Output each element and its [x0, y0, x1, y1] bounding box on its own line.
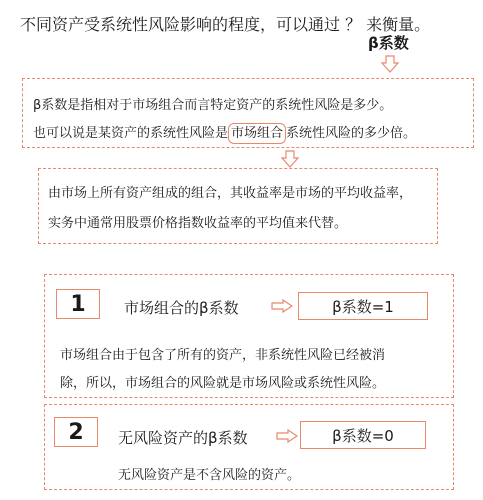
case2-label: 无风险资产的β系数 [118, 429, 248, 447]
arrow-right-icon [271, 299, 293, 313]
definition-line1: β系数是指相对于市场组合而言特定资产的系统性风险是多少。 [33, 98, 393, 113]
definition-line2-before: 也可以说是某资产的系统性风险是 [33, 126, 229, 141]
case1-label: 市场组合的β系数 [124, 299, 239, 317]
market-portfolio-line1: 由市场上所有资产组成的组合，其收益率是市场的平均收益率， [48, 186, 413, 201]
case2-value: β系数=0 [300, 421, 426, 449]
case2-explain: 无风险资产是不含风险的资产。 [118, 468, 301, 483]
beta-label: β系数 [368, 34, 409, 52]
case2-number: 2 [54, 417, 98, 447]
case1-explain-line1: 市场组合由于包含了所有的资产，非系统性风险已经被消 [60, 348, 386, 363]
market-portfolio-line2: 实务中通常用股票价格指数收益率的平均值来代替。 [48, 216, 348, 231]
market-portfolio-box [38, 168, 438, 244]
arrow-right-icon [276, 429, 298, 443]
definition-line2-after: 系统性风险的多少倍。 [286, 126, 417, 141]
case1-value: β系数=1 [298, 292, 428, 320]
case1-explain-line2: 除，所以，市场组合的风险就是市场风险或系统性风险。 [60, 376, 386, 391]
arrow-down-icon [281, 150, 299, 168]
case1-number: 1 [56, 289, 100, 319]
definition-highlight: 市场组合 [228, 123, 286, 144]
arrow-down-icon [381, 55, 399, 73]
definition-line2 [33, 122, 416, 141]
intro-text: 不同资产受系统性风险影响的程度，可以通过 ？ 来衡量。 [20, 15, 431, 34]
